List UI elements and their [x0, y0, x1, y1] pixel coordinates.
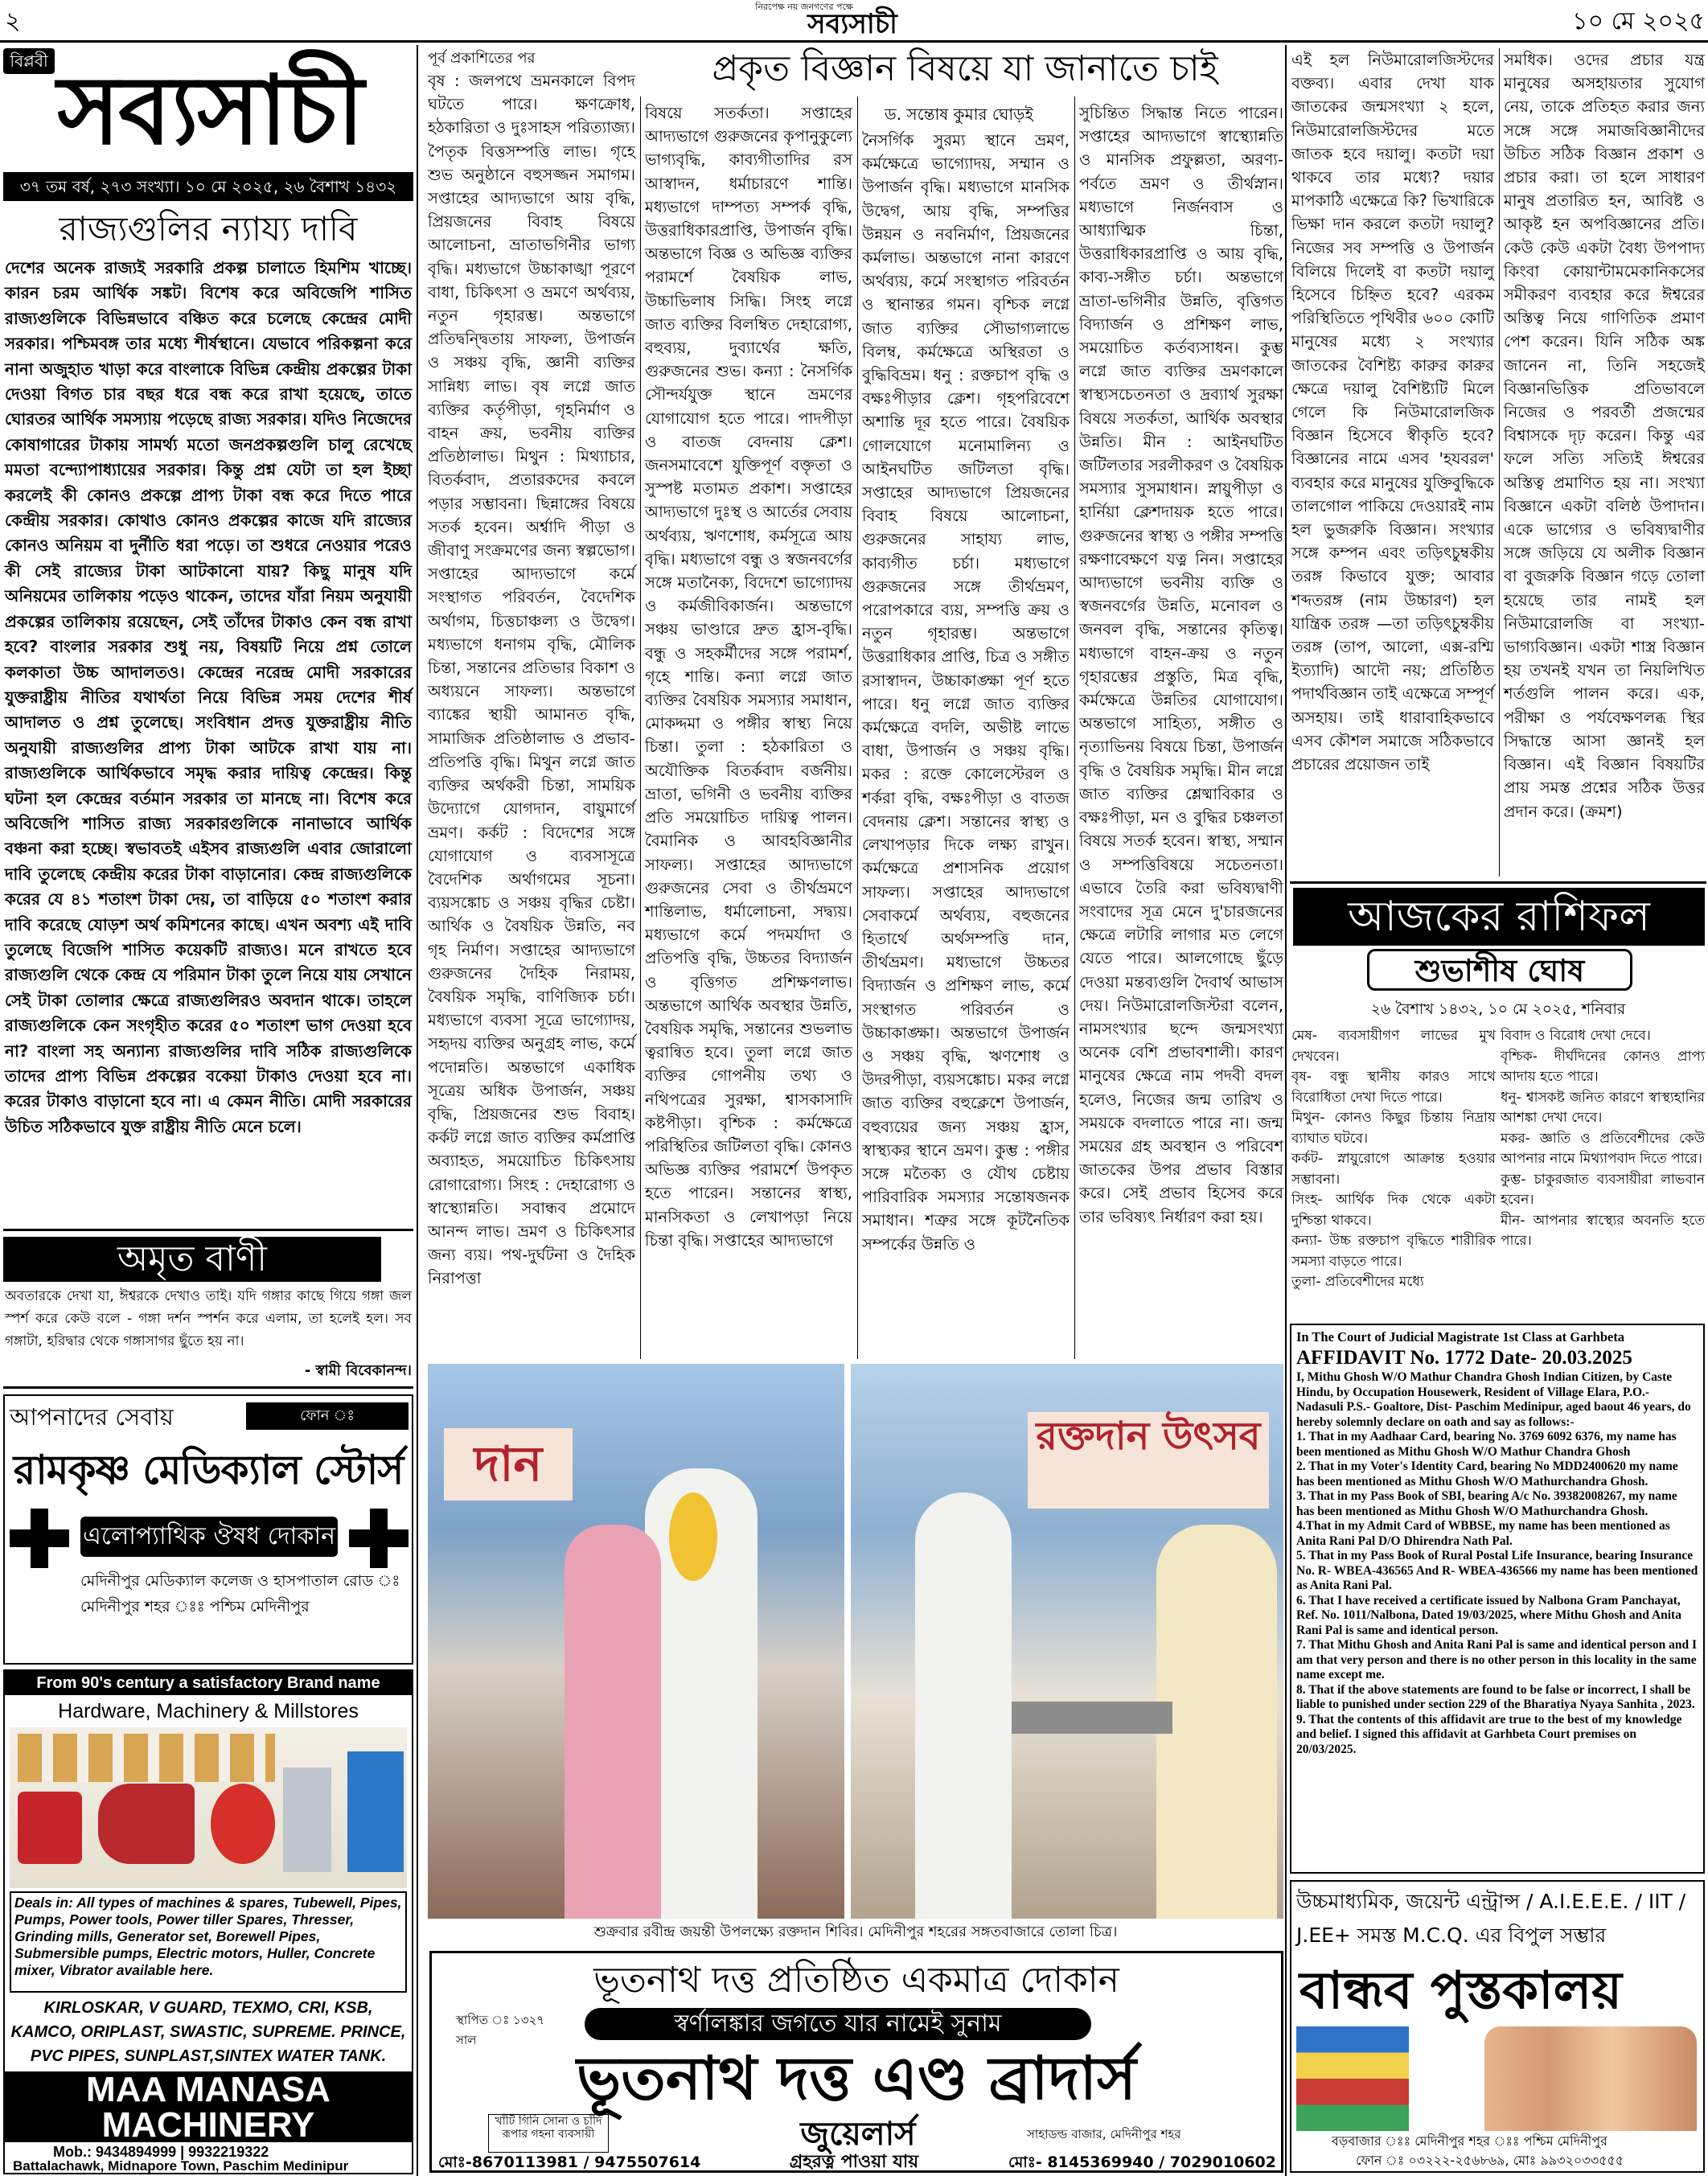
rashifal-date: ২৬ বৈশাখ ১৪৩২, ১০ মে ২০২৫, শনিবার — [1370, 1000, 1626, 1018]
science-headline: প্রকৃত বিজ্ঞান বিষয়ে যা জানাতে চাই — [712, 48, 1218, 89]
rashifal-leo: সিংহ- আর্থিক দিক থেকে একটা দুশ্চিন্তা থাকবে। — [1291, 1192, 1496, 1229]
science-col-2: বিষয়ে সতর্কতা। সপ্তাহের আদ্যভাগে গুরুজনের কৃপানুকুল্যে ভাগ্যবৃদ্ধি, কাব্যগীতাদির রস আস্বাদন, ধর্মাচারণে শান্তি। মধ্যভাগে দাম্পত্য সম্পর্ক বৃদ্ধি, উত্তরাধিকারপ্রাপ্তি, উপার্জন বৃদ্ধি। অন্তভাগে বিজ্ঞ ও অভিজ্ঞ ব্যক্তির পরামর্শে বৈষয়িক লাভ, উচ্চাভিলাষ সিদ্ধি। সিংহ লগ্নে জাত ব্যক্তির বিলম্বিত দেহারোগ্য, বহুব্যয়, দুব্যার্থের ক্ষতি, গুরুজনের শুভ। কন্যা : নৈসর্গিক সৌন্দর্যযুক্ত স্থানে ভ্রমণের যোগাযোগ হতে পারে। পাদপীড়া ও বাতজ বেদনায় ক্লেশ। জনসমাবেশে যুক্তিপূর্ণ বক্তৃতা ও সুস্পষ্ট মতামত প্রকাশ। সপ্তাহের আদ্যভাগে দুঃস্থ ও আর্তের সেবায় অর্থব্যয়, ঋণশোধ, কর্মসূত্রে আয় বৃদ্ধি। মধ্যভাগে বন্ধু ও স্বজনবর্গের সঙ্গে মতানৈক্য, বিদেশে ভাগ্যোদয় ও কর্মজীবিকার্জন। অন্তভাগে সঞ্চয় ভাণ্ডারে দ্রুত হ্রাস-বৃদ্ধি। বন্ধু ও সহকর্মীদের সঙ্গে পরামর্শ, গৃহে শান্তি। কন্যা লগ্নে জাত ব্যক্তির বৈষয়িক সমস্যার সমাধান, মোকদ্দমা ও পঙ্গীর স্বাস্থ্য নিয়ে চিন্তা। তুলা : হঠকারিতা ও অযৌক্তিক বিতর্কবাদ বর্জনীয়। ভ্রাতা, ভগিনী ও ভবনীয় ব্যক্তির প্রতি সময়োচিত দায়িত্ব পালন। বৈমানিক ও আবহবিজ্ঞানীর সাফল্য। সপ্তাহের আদ্যভাগে গুরুজনের সেবা ও তীর্থভ্রমণে শান্তিলাভ, ধর্মালোচনা, সদ্ব্যয়। মধ্যভাগে কর্মে পদমর্যাদা ও প্রতিপত্তি বৃদ্ধি, উচ্চতর বিদ্যার্জন ও বৃত্তিগত প্রশিক্ষণলাভ। অন্তভাগে আর্থিক অবস্থার উন্নতি, বৈষয়িক সমৃদ্ধি, সন্তানের শুভলাভ ত্বরান্বিত হবে। তুলা লগ্নে জাত ব্যক্তির গোপনীয় তথ্য ও নথিপত্রের সুরক্ষা, শ্বাসকাসাদি কষ্টপীড়া। বৃশ্চিক : কর্মক্ষেত্রে পরিস্থিতির জটিলতা বৃদ্ধি। কোনও অভিজ্ঞ ব্যক্তির পরামর্শে উপকৃত হতে পারেন। সন্তানের স্বাস্থ্য, মানসিকতা ও লেখাপড়া নিয়ে চিন্তা বৃদ্ধি। সপ্তাহের আদ্যভাগে — [645, 104, 852, 1250]
person-blood-donor — [915, 1492, 1012, 1919]
column-divider — [1499, 48, 1500, 877]
column-divider — [1285, 45, 1287, 2176]
rashifal-libra-cont: বিবাদ ও বিরোধ দেখা দেবে। — [1501, 1028, 1651, 1044]
tray-table — [1012, 1702, 1172, 1734]
rashifal-aquarius: কুম্ভ- চাকুরজাত ব্যবসায়ীরা লাভবান হবেন। — [1501, 1171, 1705, 1208]
pipes-icon — [347, 1751, 404, 1872]
amrita-author: - স্বামী বিবেকানন্দ। — [304, 1362, 412, 1379]
rashifal-aries: মেষ- ব্যবসায়ীগণ লাভের মুখ দেখবেন। — [1291, 1028, 1496, 1065]
photo-banner-right: রক্তদান উৎসব — [1028, 1412, 1269, 1509]
blood-camp-photo-right — [851, 1364, 1283, 1919]
jeweller-mobile-2: মোঃ- 8145369940 / 7029010602 — [1008, 2153, 1276, 2171]
column-divider — [857, 96, 858, 1359]
mixer-icon — [211, 1784, 275, 1864]
jeweller-slogan: স্বর্ণালঙ্কার জগতে যার নামেই সুনাম — [585, 2008, 1091, 2040]
rashifal-right — [1501, 1026, 1705, 1316]
machinery-deals: Deals in: All types of machines & spares, Tubewell, Pipes, Pumps, Power tools, Power tiller Spares, Thresser, Grinding mills, Generator set, Borewell Pipes, Submersible pumps, Electric motors, Huller, Concrete mixer, Vibrator available here. — [10, 1891, 407, 1993]
grinder-icon — [283, 1767, 331, 1872]
jeweller-address: সাহাডল্ড বাজার, মেদিনীপুর শহর — [1027, 2127, 1181, 2141]
blood-camp-photo-left — [428, 1364, 844, 1919]
machinery-address: Battalachawk, Midnapore Town, Paschim Medinipur — [13, 2158, 349, 2174]
photo-banner-left: দান — [444, 1428, 573, 1501]
affidavit-item: 2. That in my Voter's Identity Card, bearing No MDD2400620 my name has been mentioned as Mithu Ghosh W/O Mathurchandra Ghosh. — [1296, 1460, 1678, 1488]
jeweller-type: জুয়েলার্স — [800, 2116, 916, 2153]
affidavit-item: 5. That in my Pass Book of Rural Postal Life Insurance, bearing Insurance No. R- WBEA-436565 And R- WBEA-436566 my name has been mentioned as Anita Rani Pal. — [1296, 1549, 1698, 1592]
medical-cross-right-v — [370, 1509, 388, 1568]
machinery-name-block — [5, 2070, 412, 2145]
jeweller-mobile-1: মোঃ-8670113981 / 9475507614 — [438, 2153, 701, 2171]
science-col-3: নৈসর্গিক সুরম্য স্থানে ভ্রমণ, কর্মক্ষেত্রে ভাগ্যোদয়, সম্মান ও উপার্জন বৃদ্ধি। মধ্যভাগে মানসিক উদ্বেগ, আয় বৃদ্ধি, সম্পত্তির উন্নয়ন ও নবনির্মাণ, প্রিয়জনের কর্মলাভ। অন্তভাগে নানা কারণে অর্থব্যয়, কর্মে সংস্থাগত পরিবর্তন ও স্থানান্তর গমন। বৃশ্চিক লগ্নে জাত ব্যক্তির সৌভাগ্যলাভে বিলম্ব, কর্মক্ষেত্রে অস্থিরতা ও বুদ্ধিবিভ্রম। ধনু : রক্তচাপ বৃদ্ধি ও বক্ষঃপীড়ার ক্লেশ। গৃহপরিবেশে অশান্তি দূর হতে পারে। বৈষয়িক গোলযোগে মনোমালিন্য ও আইনঘটিত জটিলতা বৃদ্ধি। সপ্তাহের আদ্যভাগে প্রিয়জনের বিবাহ বিষয়ে আলোচনা, গুরুজনের সাহায্য লাভ, কাব্যগীত চর্চা। মধ্যভাগে গুরুজনের সঙ্গে তীর্থভ্রমণ, পরোপকারে ব্যয়, সম্পত্তি ক্রয় ও নতুন গৃহারম্ভ। অন্তভাগে উত্তরাধিকার প্রাপ্তি, চিত্র ও সঙ্গীত রসাস্বাদন, উচ্চাকাঙ্ক্ষা পূর্ণ হতে পারে। ধনু লগ্নে জাত ব্যক্তির কর্মক্ষেত্রে বদলি, অভীষ্ট লাভে বাধা, উপার্জন ও সঞ্চয় বৃদ্ধি। মকর : রক্তে কোলেস্টেরল ও শর্করা বৃদ্ধি, বক্ষঃপীড়া ও বাতজ বেদনায় ক্লেশ। সন্তানের স্বাস্থ্য ও লেখাপড়ার দিকে লক্ষ্য রাখুন। কর্মক্ষেত্রে প্রশাসনিক প্রয়োগ সাফল্য। সপ্তাহের আদ্যভাগে সেবাকর্মে অর্থব্যয়, বহুজনের হিতার্থে অর্থসম্পত্তি দান, তীর্থভ্রমণ। মধ্যভাগে উচ্চতর বিদ্যার্জন ও প্রশিক্ষণ লাভ, কর্মে সংস্থাগত পরিবর্তন ও উচ্চাকাঙ্ক্ষা। অন্তভাগে উপার্জন ও সঞ্চয় বৃদ্ধি, ঋণশোধ ও উদরপীড়া, ব্যয়সঙ্কোচ। মকর লগ্নে জাত ব্যক্তির বহুক্লেশে উপার্জন, বহুব্যয়ের জন্য সঞ্চয় হ্রাস, স্বাস্থ্যকর স্থানে ভ্রমণ। কুম্ভ : পঙ্গীর সঙ্গে মতৈক্য ও যৌথ চেষ্টায় পারিবারিক সমস্যার সন্তোষজনক সমাধান। শত্রুর সঙ্গে কূটনৈতিক সম্পর্কের উন্নতি ও — [862, 131, 1070, 1254]
jeweller-mid: গ্রহরত্ন পাওয়া যায় — [789, 2152, 919, 2172]
bookshop-address: বড়বাজার ঃঃ মেদিনীপুর শহর ঃঃ পশ্চিম মেদিনীপুর — [1332, 2133, 1607, 2149]
machinery-ad — [3, 1669, 413, 2174]
affidavit-item: 3. That in my Pass Book of SBI, bearing A/c No. 39382008267, my name has been mentioned as Mithu Ghosh W/O Mathurchandra Ghosh. — [1296, 1489, 1677, 1518]
affidavit-item: 7. That Mithu Ghosh and Anita Rani Pal is same and identical person and I am that very person and there is no other person in this locality in the same name except me. — [1296, 1638, 1697, 1681]
machinery-name-2: MACHINERY — [101, 2105, 315, 2145]
jeweller-note: খাঁটি গিনি সোনা ও চাঁদি রূপার গহনা ব্যবসায়ী — [488, 2114, 609, 2153]
medical-cross-left-v — [31, 1509, 48, 1568]
page-number: ২ — [5, 7, 21, 35]
rashifal-virgo: কন্যা- উচ্চ রক্তচাপ বৃদ্ধিতে শারীরিক সমস্যা বাড়তে পারে। — [1291, 1233, 1496, 1270]
header-rule — [0, 40, 1708, 43]
pharmacy-tag: আপনাদের সেবায় — [10, 1403, 174, 1431]
affidavit-court: In The Court of Judicial Magistrate 1st Class at Garhbeta — [1296, 1329, 1625, 1345]
rashifal-scorpio: বৃশ্চিক- দীর্ঘদিনের কোনও প্রাপ্য আদায় হতে পারে। — [1501, 1048, 1705, 1085]
tiller-icon — [98, 1784, 195, 1864]
editorial-headline: রাজ্যগুলির ন্যায্য দাবি — [59, 209, 358, 248]
column-divider — [417, 45, 418, 2176]
masthead-title: সব্যসাচী — [807, 8, 897, 40]
science-byline: ড. সন্তোষ কুমার ঘোড়ই — [885, 105, 1033, 124]
pharmacy-address-2: মেদিনীপুর শহর ঃঃ পশ্চিম মেদিনীপুর — [80, 1598, 310, 1616]
pharmacy-name: রামকৃষ্ণ মেডিক্যাল স্টোর্স — [13, 1447, 404, 1493]
science-col-5: এই হল নিউমারোলজিস্টদের বক্তব্য। এবার দেখা যাক জাতকের জন্মসংখ্যা ২ হলে, নিউমারোলজিস্টদের মতে জাতক হবে দয়ালু। কতটা দয়া থাকবে তার মধ্যে? দয়ার মাপকাঠি এক্ষেত্রে কি? ভিখারিকে ভিক্ষা দান করলে কতটা দয়ালু? নিজের সব সম্পত্তি ও উপার্জন বিলিয়ে দিলেই বা কতটা দয়ালু হিসেবে চিহ্নিত হবে? এরকম পরিস্থিতিতে পৃথিবীর ৬০০ কোটি মানুষের মধ্যে ২ সংখ্যার জাতকের বৈশিষ্ট্য কারুর কারুর ক্ষেত্রে দয়ালু বৈশিষ্ট্যটি মিলে গেলে কি নিউমারোলজিক বিজ্ঞান হিসেবে স্বীকৃতি হবে? বিজ্ঞানের নামে এসব 'হযবরল' ব্যবহার করে মানুষের যুক্তিবুদ্ধিকে তালগোল পাকিয়ে দেওয়ারই নাম হল ভুজরুকি বিজ্ঞান। সংখ্যার সঙ্গে কম্পন এবং তড়িৎচুম্বকীয় তরঙ্গ কিভাবে যুক্ত; আবার শব্দতরঙ্গ (নাম উচ্চারণ) হল যান্ত্রিক তরঙ্গ —তা তড়িৎচুম্বকীয় তরঙ্গ (তাপ, আলো, এক্স-রশ্মি ইত্যাদি) আদৌ নয়; প্রতিষ্ঠিত পদার্থবিজ্ঞান তাই এক্ষেত্রে সম্পূর্ণ অসহায়। তাই ধারাবাহিকভাবে এসব কৌশল সমাজে সঠিকভাবে প্রচারের প্রয়োজন তাই — [1291, 51, 1494, 774]
rashifal-author: শুভাশীষ ঘোষ — [1367, 949, 1632, 991]
amrita-bottom-rule — [3, 1386, 413, 1389]
affidavit-title: AFFIDAVIT No. 1772 Date- 20.03.2025 — [1296, 1347, 1632, 1369]
rashifal-pisces: মীন- আপনার স্বাস্থ্যের অবনতি হতে পারে। — [1501, 1212, 1705, 1249]
person-woman-saree — [565, 1525, 661, 1919]
nameplate-title: সব্যসাচী — [57, 55, 363, 166]
science-col-1: বৃষ : জলপথে ভ্রমনকালে বিপদ ঘটতে পারে। ক্ষণক্রোধ, হঠকারিতা ও দুঃসাহস পরিত্যাজ্য। পৈতৃক বিত্তসম্পত্তি লাভ। গৃহে শুভ অনুষ্ঠানে বহুসজ্জন সমাগম। সপ্তাহের আদ্যভাগে আয় বৃদ্ধি, প্রিয়জনের বিবাহ বিষয়ে আলোচনা, ভ্রাতাভগিনীর ভাগ্য বৃদ্ধি। মধ্যভাগে উচ্চাকাঙ্খা পূরণে বাধা, চিকিৎসা ও ভ্রমণে অর্থব্যয়, নতুন গৃহারম্ভ। অন্তভাগে প্রতিদ্বন্দ্বিতায় সাফল্য, উপার্জন ও সঞ্চয় বৃদ্ধি, জ্ঞানী ব্যক্তির সান্নিধ্য লাভ। বৃষ লগ্নে জাত ব্যক্তির কর্তৃপীড়া, গৃহনির্মাণ ও বাহন ক্রয়, ভবনীয় ব্যক্তির প্রতিষ্ঠালাভ। মিথুন : মিথ্যাচার, বিতর্কবাদ, প্রতারকদের কবলে পড়ার সম্ভাবনা। ছিন্নাঙ্গের বিষয়ে সতর্ক হবেন। অর্শ্বাদি পীড়া ও জীবাণু সংক্রমণের জন্য স্বল্পভোগ। সপ্তাহের আদ্যভাগে কর্মে সংস্থাগত পরিবর্তন, বৈদেশিক অর্থাগম, চিত্তচাঞ্চল্য ও উদ্বেগ। মধ্যভাগে ধনাগম বৃদ্ধি, মৌলিক চিন্তা, সন্তানের প্রতিভার বিকাশ ও অধ্যয়নে সাফল্য। অন্তভাগে ব্যাঙ্কের স্থায়ী আমানত বৃদ্ধি, সামাজিক প্রতিষ্ঠালাভ ও প্রভাব-প্রতিপত্তি বৃদ্ধি। মিথুন লগ্নে জাত ব্যক্তির অর্থকরী চিন্তা, সাময়িক উদ্যোগে যোগদান, বায়ুমার্গে ভ্রমণ। কর্কট : বিদেশের সঙ্গে যোগাযোগ ও ব্যবসাসূত্রে বৈদেশিক অর্থাগমের সূচনা। ব্যয়সঙ্কোচ ও সঞ্চয় বৃদ্ধির চেষ্টা। আর্থিক ও বৈষয়িক উন্নতি, নব গৃহ নির্মাণ। সপ্তাহের আদ্যভাগে গুরুজনের দৈহিক নিরাময়, বৈষয়িক সমৃদ্ধি, বাণিজ্যিক চর্চা। মধ্যভাগে ব্যবসা সূত্রে ভাগ্যোদয়, সহৃদয় ব্যক্তির অনুগ্রহ লাভ, কর্মে পদোন্নতি। অন্তভাগে একাধিক সূত্রেয় অধিক উপার্জন, সঞ্চয় বৃদ্ধি, প্রিয়জনের শুভ বিবাহ। কর্কট লগ্নে জাত ব্যক্তির কর্মপ্রাপ্তি অব্যাহত, সময়োচিত চিকিৎসায় রোগারোগ্য। সিংহ : দেহারোগ্য ও স্বাস্থ্যোন্নতি। সবান্ধব প্রমোদে আনন্দ লাভ। ভ্রমণ ও চিকিৎসার জন্য ব্যয়। পথ-দুর্ঘটনা ও দৈহিক নিরাপত্তা — [428, 72, 635, 1288]
header-date: ১০ মে ২০২৫ — [1572, 7, 1705, 35]
machinery-products-image — [10, 1727, 407, 1888]
amrita-heading: অমৃত বাণী — [3, 1237, 381, 1282]
affidavit-notice — [1290, 1324, 1705, 1874]
pharmacy-phone: ফোন ঃ ০৩২২২-২৬৮৫৩০ — [246, 1402, 409, 1430]
affidavit-item: 6. That I have received a certificate issued by Nalbona Gram Panchayat, Ref. No. 1011/Nalbona, Dated 19/03/2025, where Mithu Ghosh and Anita Rani Pal is same and identical person. — [1296, 1593, 1681, 1637]
rashifal-left — [1291, 1026, 1496, 1316]
rashifal-capricorn: মকর- জ্ঞাতি ও প্রতিবেশীদের কেউ আপনার নামে মিথ্যাপবাদ দিতে পারে। — [1501, 1130, 1705, 1167]
amrita-top-rule — [3, 1229, 413, 1231]
rashifal-libra: তুলা- প্রতিবেশীদের মধ্যে — [1291, 1274, 1424, 1290]
science-prev: পূর্ব প্রকাশিতের পর — [428, 50, 536, 67]
machinery-sub: Hardware, Machinery & Millstores — [58, 1700, 359, 1722]
rashifal-gemini: মিথুন- কোনও কিছুর চিন্তায় নিদ্রায় ব্যাঘাত ঘটবে। — [1291, 1110, 1496, 1147]
column-divider — [1074, 96, 1075, 1359]
affidavit-item: 8. That if the above statements are found to be false or incorrect, I shall be liable to punished under section 229 of the Bharatiya Nyaya Sanhita , 2023. — [1296, 1682, 1695, 1711]
rashifal-taurus: বৃষ- বন্ধু স্থানীয় কারও সাথে বিরোধিতা দেখা দিতে পারে। — [1291, 1069, 1496, 1106]
bookshop-name: বান্ধব পুস্তকালয় — [1299, 1961, 1622, 2021]
bookshop-ad — [1290, 1880, 1705, 2173]
science-col-6: সমধিক। ওদের প্রচার যন্ত্র মানুষের অসহায়তার সুযোগ নেয়, তাকে প্রতিহত করার জন্য সঙ্গে সঙ্গে সমাজবিজ্ঞানীদের উচিত সঠিক বিজ্ঞান প্রকাশ ও প্রচার করা। তা হলে সাধারণ মানুষ প্রতারিত হন, আবিষ্ট ও আকৃষ্ট হন অপবিজ্ঞানের প্রতি। কেউ কেউ একটা বৈধ্য উপপাদ্য কিংবা কোয়ান্টামমেকানিকসের সমীকরণ ব্যবহার করে ঈশ্বরের অস্তিত্ব নিয়ে গাণিতিক প্রমাণ পেশ করেন। যিনি সঠিক অঙ্ক জানেন না, তিনি সহজেই বিজ্ঞানভিত্তিক প্রতিভাবলে নিজের ও পরবর্তী প্রজন্মের বিশ্বাসকে দৃঢ় করেন। কিন্তু এর ফলে সত্যি সত্যিই ঈশ্বরের অস্তিত্ব প্রমাণিত হয় না। সংখ্যা বিজ্ঞানে একটা বলিষ্ঠ উপাদান। একে ভাগ্যের ও ভবিষ্যদ্বাণীর সঙ্গে জড়িয়ে যে অলীক বিজ্ঞান বা বুজরুকি বিজ্ঞান গড়ে তোলা হয়েছে তার নামই হল নিউমারোলজি বা সংখ্যা-ভাগ্যবিজ্ঞান। একটা শাস্ত্র বিজ্ঞান হয় তখনই যখন তা নিয়লিখিত শর্তগুলি পালন করে। এক, পরীক্ষা ও পর্যবেক্ষণলব্ধ স্থির সিদ্ধান্তে আসা জ্ঞানই হল বিজ্ঞান। এই বিজ্ঞান বিষয়টির প্রায় সমস্ত প্রশ্নের সঠিক উত্তর প্রদান করে। (ক্রমশ) — [1504, 51, 1705, 821]
bookshop-phone: ফোন ঃ ০৩২২২-২৫৬৮৬৯, মোঃ ৯৯৩২০৩৩৫৫৫ — [1356, 2153, 1624, 2168]
jeweller-ad — [429, 1951, 1283, 2173]
science-col-4: সুচিন্তিত সিদ্ধান্ত নিতে পারেন। সপ্তাহের আদ্যভাগে স্বাস্থ্যোন্নতি ও মানসিক প্রফুল্লতা, অরণ্য-পর্বতে ভ্রমণ ও তীর্থস্নান। মধ্যভাগে নির্জনবাস ও আধ্যাত্মিক চিন্তা, উত্তরাধিকারপ্রাপ্তি ও আয় বৃদ্ধি, কাব্য-সঙ্গীত চর্চা। অন্তভাগে ভ্রাতা-ভগিনীর উন্নতি, বৃত্তিগত বিদ্যার্জন ও প্রশিক্ষণ লাভ, সময়োচিত কর্তব্যসাধন। কুম্ভ লগ্নে জাত ব্যক্তির ভ্রমণকালে স্বাস্থ্যসচেতনতা ও দ্রব্যার্থ সুরক্ষা বিষয়ে সতর্কতা, আর্থিক অবস্থার উন্নতি। মীন : আইনঘটিত জটিলতার সরলীকরণ ও বৈষয়িক সমস্যার সুসমাধান। স্নায়ুপীড়া ও হার্নিয়া ক্লেশদায়ক হতে পারে। গুরুজনের স্বাস্থ্য ও পঙ্গীর সম্পত্তি রক্ষণাবেক্ষণে যত্ন নিন। সপ্তাহের আদ্যভাগে ভবনীয় ব্যক্তি ও স্বজনবর্গের উন্নতি, মনোবল ও জনবল বৃদ্ধি, সন্তানের কৃতিত্ব। মধ্যভাগে বাহন-ক্রয় ও নতুন গৃহারম্ভের প্রস্তুতি, মিত্র বৃদ্ধি, কর্মক্ষেত্রে উন্নতির যোগাযোগ। অন্তভাগে সাহিত্য, সঙ্গীত ও নৃত্যাভিনয় বিষয়ে চিন্তা, উপার্জন বৃদ্ধি ও বৈষয়িক সমৃদ্ধি। মীন লগ্নে জাত ব্যক্তির শ্লেষ্মাবিকার ও বক্ষঃপীড়া, মন ও বুদ্ধির চঞ্চলতা বিষয়ে সতর্ক হবেন। স্বাস্থ্য, সম্মান ও সম্পত্তিবিষয়ে সচেতনতা। এভাবে তৈরি করা ভবিষ্যদ্বাণী সংবাদের সূত্র মেনে দু'চারজনের ক্ষেত্রে লটারি লাগার মত লেগে যেতে পারে। আলগোছে ছুঁড়ে দেওয়া মন্তব্যগুলি দৈবার্থ আভাস দেয়। নিউমারোলজিস্টরা বলেন, নামসংখ্যার ছন্দে জন্মসংখ্যা অনেক বেশি প্রভাবশালী। কারণ মানুষের ক্ষেত্রে নাম পদবী বদল হলেও, নিজের জন্ম তারিখ ও সময়কে বদলাতে পারে না। জন্ম সময়ের গ্রহ অবস্থান ও পরিবেশ জাতকের উপর প্রভাব বিস্তার করে। সেই প্রভাব হিসেব করে তার ভবিষ্যৎ নির্ধারণ করা হয়। — [1079, 104, 1283, 1226]
jeweller-name: ভূতনাথ দত্ত এণ্ড ব্রাদার্স — [577, 2044, 1136, 2113]
pharmacy-address-1: মেদিনীপুর মেডিক্যাল কলেজ ও হাসপাতাল রোড ঃ — [80, 1572, 400, 1590]
photo-caption: শুক্রবার রবীন্দ্র জয়ন্তী উপলক্ষ্যে রক্তদান শিবির। মেদিনীপুর শহরের সঙ্গতবাজারে তোলা চিত্র। — [593, 1924, 1118, 1940]
pharmacy-ad — [3, 1394, 413, 1665]
editorial-body: দেশের অনেক রাজ্যই সরকারি প্রকল্প চালাতে হিমশিম খাচ্ছে। কারন চরম আর্থিক সঙ্কট। বিশেষ করে অবিজেপি শাসিত রাজ্যগুলিকে বিভিন্নভাবে বঞ্চিত করে চলেছে কেন্দ্রের মোদী সরকার। পশ্চিমবঙ্গ তার মধ্যে শীর্ষস্থানে। যেভাবে পরিকল্পনা করে নানা অজুহাত খাড়া করে বাংলাকে বিভিন্ন কেন্দ্রীয় প্রকল্পের টাকা দেওয়া বিগত চার বছর ধরে বন্ধ করে রাখা হয়েছে, তাতে ঘোরতর আর্থিক সমস্যায় পড়েছে রাজ্য সরকার। যদিও নিজেদের কোষাগারের টাকায় সামর্থ্য মতো জনপ্রকল্পগুলি চালু রেখেছে মমতা বন্দ্যোপাধ্যায়ের সরকার। কিন্তু প্রশ্ন যেটা তা হল ইচ্ছা করলেই কী কোনও প্রকল্পে প্রাপ্য টাকা বন্ধ করে দিতে পারে কেন্দ্রীয় সরকার। কোথাও কোনও প্রকল্পের কাজে যদি রাজ্যের কোনও অনিয়ম বা দুর্নীতি ধরা পড়ে। তা শুধরে নেওয়ার পরেও কী সেই রাজ্যের টাকা আটকানো যায়? কিছু মানুষ যদি অনিয়মের তালিকায় পড়েও থাকেন, তাদের যাঁরা নিয়ম অনুযায়ী প্রকল্পের তালিকায় রয়েছেন, সেই তাঁদের টাকাও কেন বন্ধ রাখা হবে? বাংলার সরকার শুধু নয়, বিষয়টি নিয়ে প্রশ্ন তোলে কলকাতা উচ্চ আদালতও। কেন্দ্রের নরেন্দ্র মোদী সরকারের যুক্তরাষ্ট্রীয় নীতির যথার্থতা নিয়ে বিভিন্ন সময় দেশের শীর্ষ আদালত ও প্রশ্ন তুলেছে। সংবিধান প্রদত্ত যুক্তরাষ্ট্রীয় নীতি অনুযায়ী রাজ্যগুলির প্রাপ্য টাকা আটকে রাখা যায় না। রাজ্যগুলিকে আর্থিকভাবে সমৃদ্ধ করার দায়িত্ব কেন্দ্রের। কিন্তু ঘটনা হল কেন্দ্রের বর্তমান সরকার তা মানছে না। বিশেষ করে অবিজেপি শাসিত রাজ্য সরকারগুলিকে নানাভাবে আর্থিক বঞ্চনা করা হচ্ছে। স্বভাবতই এইসব রাজ্যগুলি এবার জোরালো দাবি তুলেছে কেন্দ্রীয় করের টাকা বাড়ানোর। কেন্দ্র রাজ্যগুলিকে করের যে ৪১ শতাংশ টাকা দেয়, তা বাড়িয়ে ৫০ শতাংশ করার দাবি করেছে যোড়শ অর্থ কমিশনের কাছে। এখন অবশ্য এই দাবি তুলেছে বিজেপি শাসিত কয়েকটি রাজ্যও। মনে রাখতে হবে রাজ্যগুলি থেকে কেন্দ্র যে পরিমান টাকা তুলে নিয়ে যায় সেখানে সেই টাকা তোলার ক্ষেত্রে রাজ্যগুলিরও অবদান থাকে। তাহলে রাজ্যগুলিকে কেন সংগৃহীত করের ৫০ শতাংশ ভাগ দেওয়া হবে না? বাংলা সহ অন্যান্য রাজ্যগুলির দাবি সঠিক রাজ্যগুলিকে তাদের প্রাপ্য বিভিন্ন প্রকল্পের বকেয়া টাকাও দেওয়া হবে না। করের টাকাও বাড়ানো হবে না। এ কেমন নীতি। মোদী সরকারের উচিত সঠিকভাবে যুক্ত রাষ্ট্রীয় নীতি মেনে চলে। — [5, 258, 412, 1136]
machinery-name-1: MAA MANASA — [86, 2070, 331, 2109]
affidavit-item: 1. That in my Aadhaar Card, bearing No. 3769 6092 6376, my name has been mentioned as Mithu Ghosh W/O Mathur Chandra Ghosh — [1296, 1430, 1677, 1459]
jeweller-top: ভূতনাথ দত্ত প্রতিষ্ঠিত একমাত্র দোকান — [593, 1960, 1119, 2001]
rashifal-title: আজকের রাশিফল — [1293, 888, 1705, 946]
books-image — [1296, 2026, 1409, 2131]
bookshop-top: উচ্চমাধ্যমিক, জয়েন্ট এন্ট্রান্স / A.I.E.E.E. / IIT / J.EE+ সমস্ত M.C.Q. এর বিপুল সম্ভার — [1296, 1890, 1686, 1947]
flower-bouquet — [669, 1492, 717, 1581]
amrita-text: অবতারকে দেখা যা, ঈশ্বরকে দেখাও তাই। যদি গঙ্গার কাছে গিয়ে গঙ্গা জল স্পর্শ করে কেউ বলে - গঙ্গা দর্শন স্পর্শন করে এলাম, তা হলেই হল। সব গঙ্গাটা, হরিদ্বার থেকে গঙ্গাসাগর ছুঁতে হয় না। — [5, 1288, 412, 1349]
students-image — [1484, 2026, 1697, 2131]
generator-icon — [18, 1792, 82, 1864]
machinery-brands: KIRLOSKAR, V GUARD, TEXMO, CRI, KSB, KAMCO, ORIPLAST, SWASTIC, SUPREME. PRINCE, PVC PIPES, SUNPLAST,SINTEX WATER TANK. — [10, 1999, 406, 2065]
column-divider — [640, 96, 641, 1359]
jeweller-estd: স্থাপিত ঃ ১৩২৭ সাল — [456, 2013, 544, 2047]
rashifal-cancer: কর্কট- স্নায়ুরোগে আক্রান্ত হওয়ার সম্ভাবনা। — [1291, 1151, 1496, 1188]
masthead-tagline: নিরপেক্ষ নয় জনগণের পক্ষে — [755, 2, 853, 12]
machinery-mobile: Mob.: 9434894999 | 9932219322 — [53, 2144, 269, 2160]
pharmacy-type: এলোপ্যাথিক ঔষধ দোকান — [80, 1517, 338, 1557]
person-nurse — [1156, 1525, 1277, 1919]
machinery-top: From 90's century a satisfactory Brand name — [5, 1671, 412, 1695]
affidavit-item: 4.That in my Admit Card of WBBSE, my name has been mentioned as Anita Rani Pal D/O Dhirendra Nath Pal. — [1296, 1519, 1670, 1548]
affidavit-intro: I, Mithu Ghosh W/O Mathur Chandra Ghosh Indian Citizen, by Caste Hindu, by Occupation Housewerk, Resident of Village Elara, P.O.- Nadasuli P.S.- Goaltore, Dist- Paschim Medinipur, aged baout 46 years, do hereby solemnly declare on oath and say as follows:- — [1296, 1370, 1691, 1429]
rashifal-sagittarius: ধনু- শ্বাসকষ্ট জনিত কারণে স্বাস্থ্যহানির আশঙ্কা দেখা দেবে। — [1501, 1089, 1705, 1126]
nameplate-badge: বিপ্লবী — [3, 48, 55, 74]
fittings-icon — [18, 1734, 275, 1782]
affidavit-item: 9. That the contents of this affidavit are true to the best of my knowledge and belief. I signed this affidavit at Garhbeta Court premises on 20/03/2025. — [1296, 1712, 1682, 1756]
rashifal-top-rule — [1290, 881, 1706, 884]
nameplate-issue-line: ৩৭ তম বর্ষ, ২৭৩ সংখ্যা। ১০ মে ২০২৫, ২৬ বৈশাখ ১৪৩২ — [3, 172, 413, 201]
